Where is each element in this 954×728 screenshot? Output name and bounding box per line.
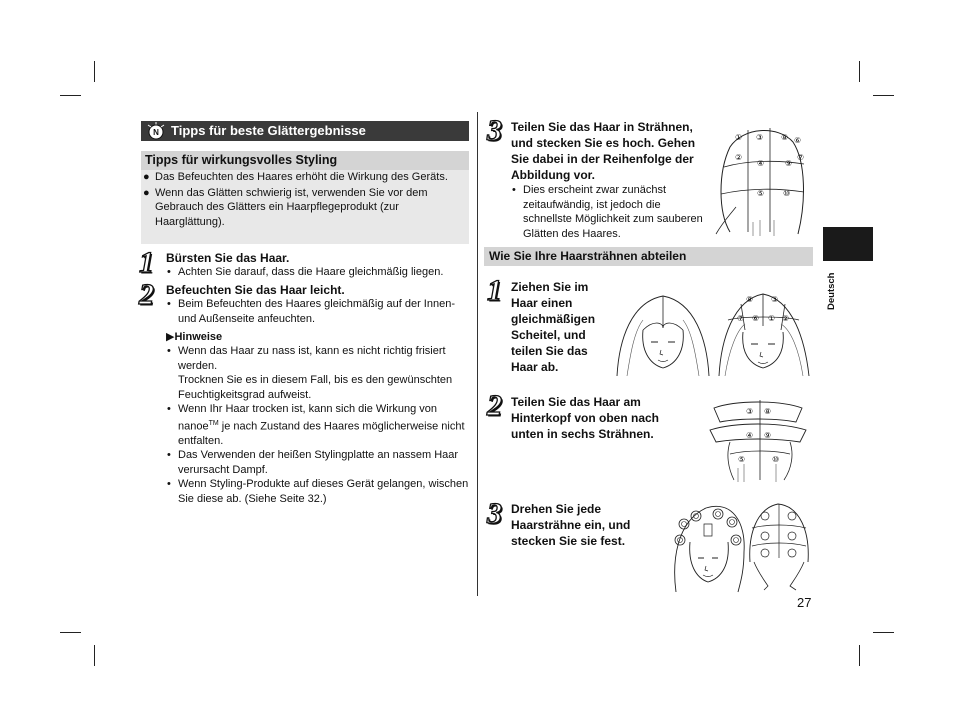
- marker: ⑨: [764, 431, 772, 440]
- step-note: • Dies erscheint zwar zunächst zeitaufwändig, ist jedoch die schnellste Möglichkeit zum sauberen Glätten des Haares.: [512, 184, 703, 240]
- step-text: Ziehen Sie im Haar einen gleichmäßigen Scheitel, und teilen Sie das Haar ab.: [511, 280, 596, 374]
- step-number: 1: [139, 246, 154, 279]
- crop-mark: [859, 645, 860, 666]
- crop-mark: [94, 61, 95, 82]
- list-item: • Wenn Styling-Produkte auf dieses Gerät gelangen, wischen Sie diese ab. (Siehe Seite 32.): [167, 478, 469, 505]
- marker: ⑥: [794, 136, 802, 145]
- step-number: 1: [487, 274, 502, 307]
- triangle-right-icon: ▶: [166, 331, 175, 343]
- marker: ⑦: [797, 153, 805, 162]
- section-title: Tipps für beste Glättergebnisse: [171, 123, 366, 138]
- marker: ②: [782, 314, 790, 323]
- svg-text:N: N: [153, 128, 159, 137]
- language-tab: [823, 227, 873, 261]
- list-item: • Wenn Ihr Haar trocken ist, kann sich die Wirkung von nanoe™ je nach Zustand des Haares möglicherweise nicht entfalten.: [167, 403, 465, 447]
- marker: ⑧: [764, 407, 772, 416]
- back-head-six-strands-illustration: [706, 398, 810, 482]
- crop-mark: [873, 95, 894, 96]
- list-item: ● Wenn das Glätten schwierig ist, verwenden Sie vor dem Gebrauch des Glätters ein Haarpflegeprodukt (zur Haarglättung).: [143, 186, 428, 228]
- marker: ③: [756, 133, 764, 142]
- head-back-sections-illustration: [708, 122, 812, 236]
- crop-mark: [60, 95, 81, 96]
- step-number: 2: [139, 278, 154, 311]
- section-title-bar: [141, 121, 469, 141]
- marker: ⑧: [746, 295, 754, 304]
- hinweise-heading: ▶Hinweise: [166, 331, 223, 343]
- step-number: 3: [487, 497, 502, 530]
- list-item: • Das Verwenden der heißen Stylingplatte an nassem Haar verursacht Dampf.: [167, 449, 459, 476]
- marker: ⑩: [783, 189, 791, 198]
- crop-mark: [94, 645, 95, 666]
- column-divider: [477, 112, 478, 596]
- step-text: Drehen Sie jede Haarsträhne ein, und stecken Sie sie fest.: [511, 502, 631, 548]
- marker: ④: [746, 431, 754, 440]
- list-item: ● Das Befeuchten des Haares erhöht die Wirkung des Geräts.: [143, 171, 448, 183]
- tips-subheading: Tipps für wirkungsvolles Styling: [141, 151, 469, 170]
- marker: ①: [768, 314, 776, 323]
- step-number: 2: [487, 389, 502, 422]
- marker: ⑧: [781, 133, 789, 142]
- parted-hair-front-illustration: [613, 290, 815, 378]
- nanoe-hand-icon: [145, 122, 167, 140]
- marker: ④: [757, 159, 765, 168]
- marker: ⑨: [785, 159, 793, 168]
- language-label: Deutsch: [826, 272, 837, 310]
- step-text: Teilen Sie das Haar am Hinterkopf von oben nach unten in sechs Strähnen.: [511, 395, 660, 441]
- marker: ③: [746, 407, 754, 416]
- crop-mark: [873, 632, 894, 633]
- step-note: • Beim Befeuchten des Haares gleichmäßig auf der Innen- und Außenseite anfeuchten.: [167, 298, 455, 325]
- marker: ⑤: [738, 455, 746, 464]
- marker: ②: [735, 153, 743, 162]
- step-title: Befeuchten Sie das Haar leicht.: [166, 283, 345, 297]
- marker: ⑦: [737, 314, 745, 323]
- marker: ③: [771, 295, 779, 304]
- crop-mark: [859, 61, 860, 82]
- hinweise-list: [166, 344, 470, 506]
- page-number: 27: [797, 595, 812, 610]
- strands-heading: Wie Sie Ihre Haarsträhnen abteilen: [484, 247, 813, 266]
- marker: ⑩: [772, 455, 780, 464]
- step-number: 3: [487, 114, 502, 147]
- marker: ①: [735, 133, 743, 142]
- list-item: • Wenn das Haar zu nass ist, kann es nicht richtig frisiert werden. Trocknen Sie es in diesem Fall, bis es den gewünschten Feuchtigkeitsgrad aufweist.: [167, 345, 453, 401]
- step-title: Teilen Sie das Haar in Strähnen, und stecken Sie es hoch. Gehen Sie dabei in der Reihenfolge der Abbildung vor.: [511, 120, 696, 182]
- pinned-strands-illustration: [668, 502, 812, 594]
- tips-list: [143, 170, 465, 229]
- marker: ⑥: [752, 314, 760, 323]
- step-note: • Achten Sie darauf, dass die Haare gleichmäßig liegen.: [167, 266, 444, 278]
- marker: ⑤: [757, 189, 765, 198]
- step-title: Bürsten Sie das Haar.: [166, 251, 290, 265]
- crop-mark: [60, 632, 81, 633]
